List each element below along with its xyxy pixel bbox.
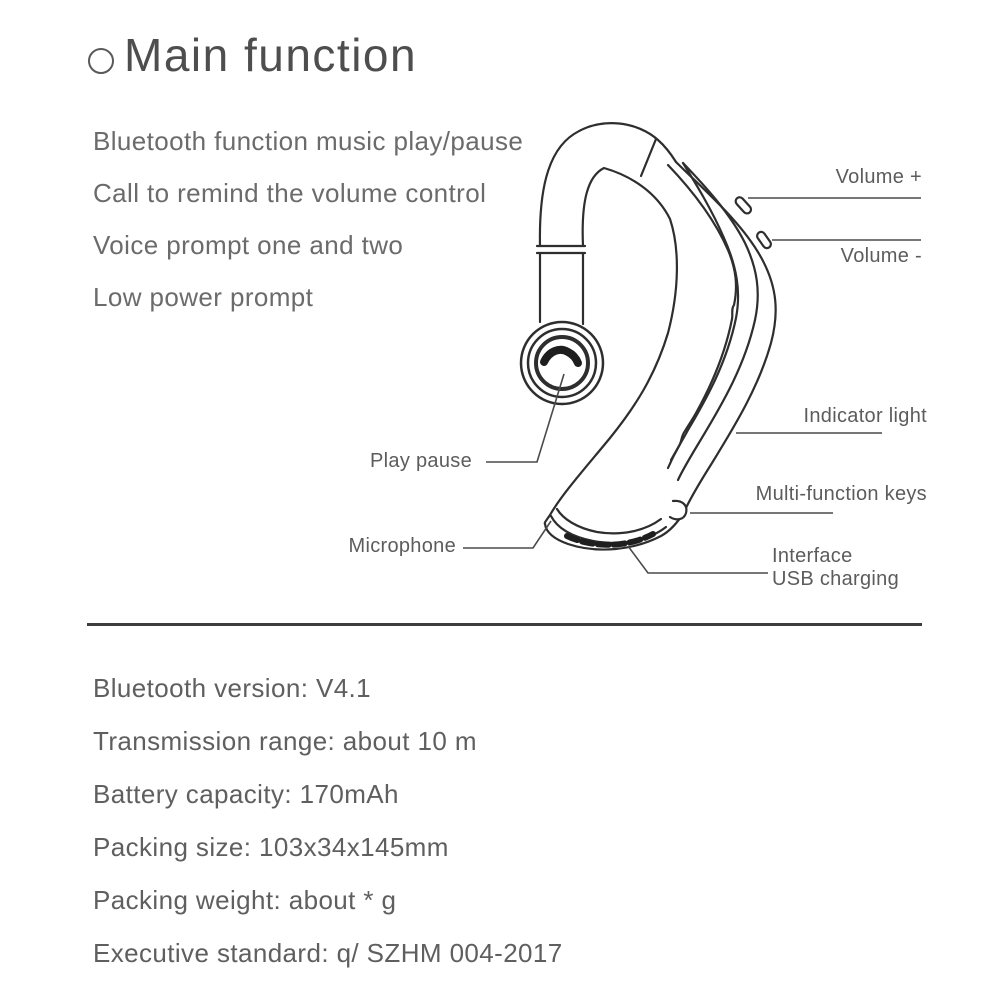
label-volume-plus: Volume + [835,166,922,188]
spec-item: Bluetooth version: V4.1 [93,673,372,703]
spec-list [93,662,563,980]
volume-minus-button [756,230,773,249]
leader-interface [628,546,768,573]
spec-item: Executive standard: q/ SZHM 004-2017 [93,938,563,968]
spec-item: Battery capacity: 170mAh [93,779,399,809]
label-microphone: Microphone [348,535,456,557]
label-multi-function-keys: Multi-function keys [755,483,927,505]
hook-body-seam-line [641,139,656,176]
label-interface-line1: Interface [772,545,853,567]
headset-drawing [521,123,776,549]
body-outer-edge [676,162,776,512]
hinge-lines [537,246,585,253]
spec-item: Transmission range: about 10 m [93,726,477,756]
label-interface-usb-charging [772,545,899,591]
phone-icon [544,350,578,363]
usb-interface-hatch [567,534,653,545]
spec-item: Packing size: 103x34x145mm [93,832,449,862]
page-title: Main function [124,29,418,81]
feature-item: Low power prompt [93,282,314,312]
ear-hook-outer [540,123,676,322]
earpiece-middle-ring [528,329,596,397]
label-play-pause: Play pause [370,450,472,472]
label-indicator-light: Indicator light [803,405,927,427]
bottom-band-line-2 [557,509,661,533]
multi-function-key [670,501,686,519]
section-divider [87,623,922,626]
label-interface-line2: USB charging [772,568,899,590]
spec-item: Packing weight: about * g [93,885,397,915]
label-volume-minus: Volume - [840,245,922,267]
leader-microphone [463,521,551,548]
feature-item: Call to remind the volume control [93,178,487,208]
earpiece-outer-ring [521,322,603,404]
feature-item: Bluetooth function music play/pause [93,126,524,156]
feature-item: Voice prompt one and two [93,230,404,260]
ear-hook-inner-and-body-seam [545,168,677,524]
